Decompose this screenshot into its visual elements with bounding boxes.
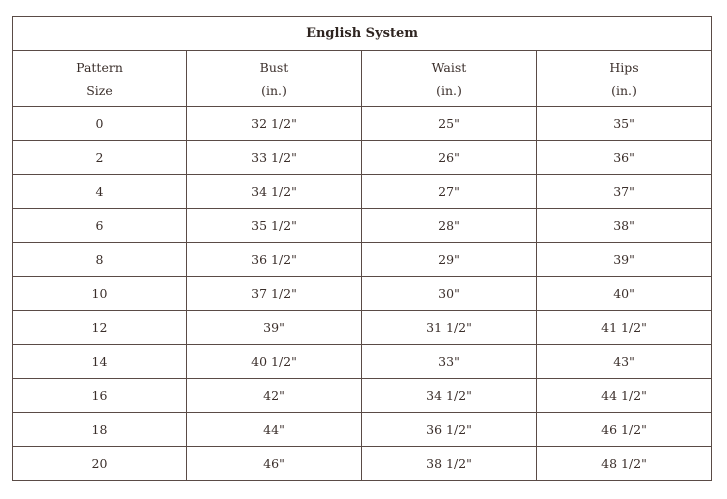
waist-cell: 27" — [362, 175, 537, 209]
hips-cell: 38" — [537, 209, 712, 243]
waist-cell: 30" — [362, 277, 537, 311]
hips-cell: 37" — [537, 175, 712, 209]
waist-cell: 31 1/2" — [362, 311, 537, 345]
header-row — [13, 51, 712, 107]
table-row — [13, 311, 712, 345]
table-row — [13, 141, 712, 175]
header-line: (in.) — [261, 82, 287, 98]
table-row — [13, 447, 712, 481]
pattern-size-cell: 20 — [13, 447, 187, 481]
bust-cell: 35 1/2" — [187, 209, 362, 243]
hips-cell: 40" — [537, 277, 712, 311]
header-pattern-size — [13, 51, 187, 107]
bust-cell: 32 1/2" — [187, 107, 362, 141]
bust-cell: 34 1/2" — [187, 175, 362, 209]
waist-cell: 36 1/2" — [362, 413, 537, 447]
bust-cell: 42" — [187, 379, 362, 413]
header-line: Size — [86, 82, 113, 98]
header-line: Pattern — [76, 59, 123, 75]
pattern-size-cell: 8 — [13, 243, 187, 277]
size-chart-table — [12, 16, 712, 481]
waist-cell: 33" — [362, 345, 537, 379]
pattern-size-cell: 6 — [13, 209, 187, 243]
waist-cell: 38 1/2" — [362, 447, 537, 481]
header-line: Hips — [609, 59, 639, 75]
bust-cell: 33 1/2" — [187, 141, 362, 175]
header-line: Waist — [431, 59, 467, 75]
hips-cell: 44 1/2" — [537, 379, 712, 413]
hips-cell: 36" — [537, 141, 712, 175]
bust-cell: 36 1/2" — [187, 243, 362, 277]
header-waist — [362, 51, 537, 107]
table-row — [13, 107, 712, 141]
table-title: English System — [13, 17, 712, 51]
table-row — [13, 379, 712, 413]
pattern-size-cell: 16 — [13, 379, 187, 413]
table-row — [13, 175, 712, 209]
bust-cell: 39" — [187, 311, 362, 345]
waist-cell: 25" — [362, 107, 537, 141]
hips-cell: 39" — [537, 243, 712, 277]
pattern-size-cell: 0 — [13, 107, 187, 141]
hips-cell: 46 1/2" — [537, 413, 712, 447]
header-line: (in.) — [436, 82, 462, 98]
pattern-size-cell: 2 — [13, 141, 187, 175]
waist-cell: 34 1/2" — [362, 379, 537, 413]
pattern-size-cell: 4 — [13, 175, 187, 209]
bust-cell: 46" — [187, 447, 362, 481]
hips-cell: 43" — [537, 345, 712, 379]
waist-cell: 28" — [362, 209, 537, 243]
header-line: Bust — [259, 59, 289, 75]
hips-cell: 35" — [537, 107, 712, 141]
hips-cell: 48 1/2" — [537, 447, 712, 481]
pattern-size-cell: 10 — [13, 277, 187, 311]
table-row — [13, 345, 712, 379]
table-row — [13, 277, 712, 311]
pattern-size-cell: 14 — [13, 345, 187, 379]
title-row — [13, 17, 712, 51]
waist-cell: 26" — [362, 141, 537, 175]
hips-cell: 41 1/2" — [537, 311, 712, 345]
pattern-size-cell: 18 — [13, 413, 187, 447]
table-row — [13, 243, 712, 277]
header-bust — [187, 51, 362, 107]
table-row — [13, 209, 712, 243]
table-body — [13, 107, 712, 481]
table-row — [13, 413, 712, 447]
waist-cell: 29" — [362, 243, 537, 277]
header-line: (in.) — [611, 82, 637, 98]
bust-cell: 44" — [187, 413, 362, 447]
pattern-size-cell: 12 — [13, 311, 187, 345]
bust-cell: 40 1/2" — [187, 345, 362, 379]
header-hips — [537, 51, 712, 107]
bust-cell: 37 1/2" — [187, 277, 362, 311]
